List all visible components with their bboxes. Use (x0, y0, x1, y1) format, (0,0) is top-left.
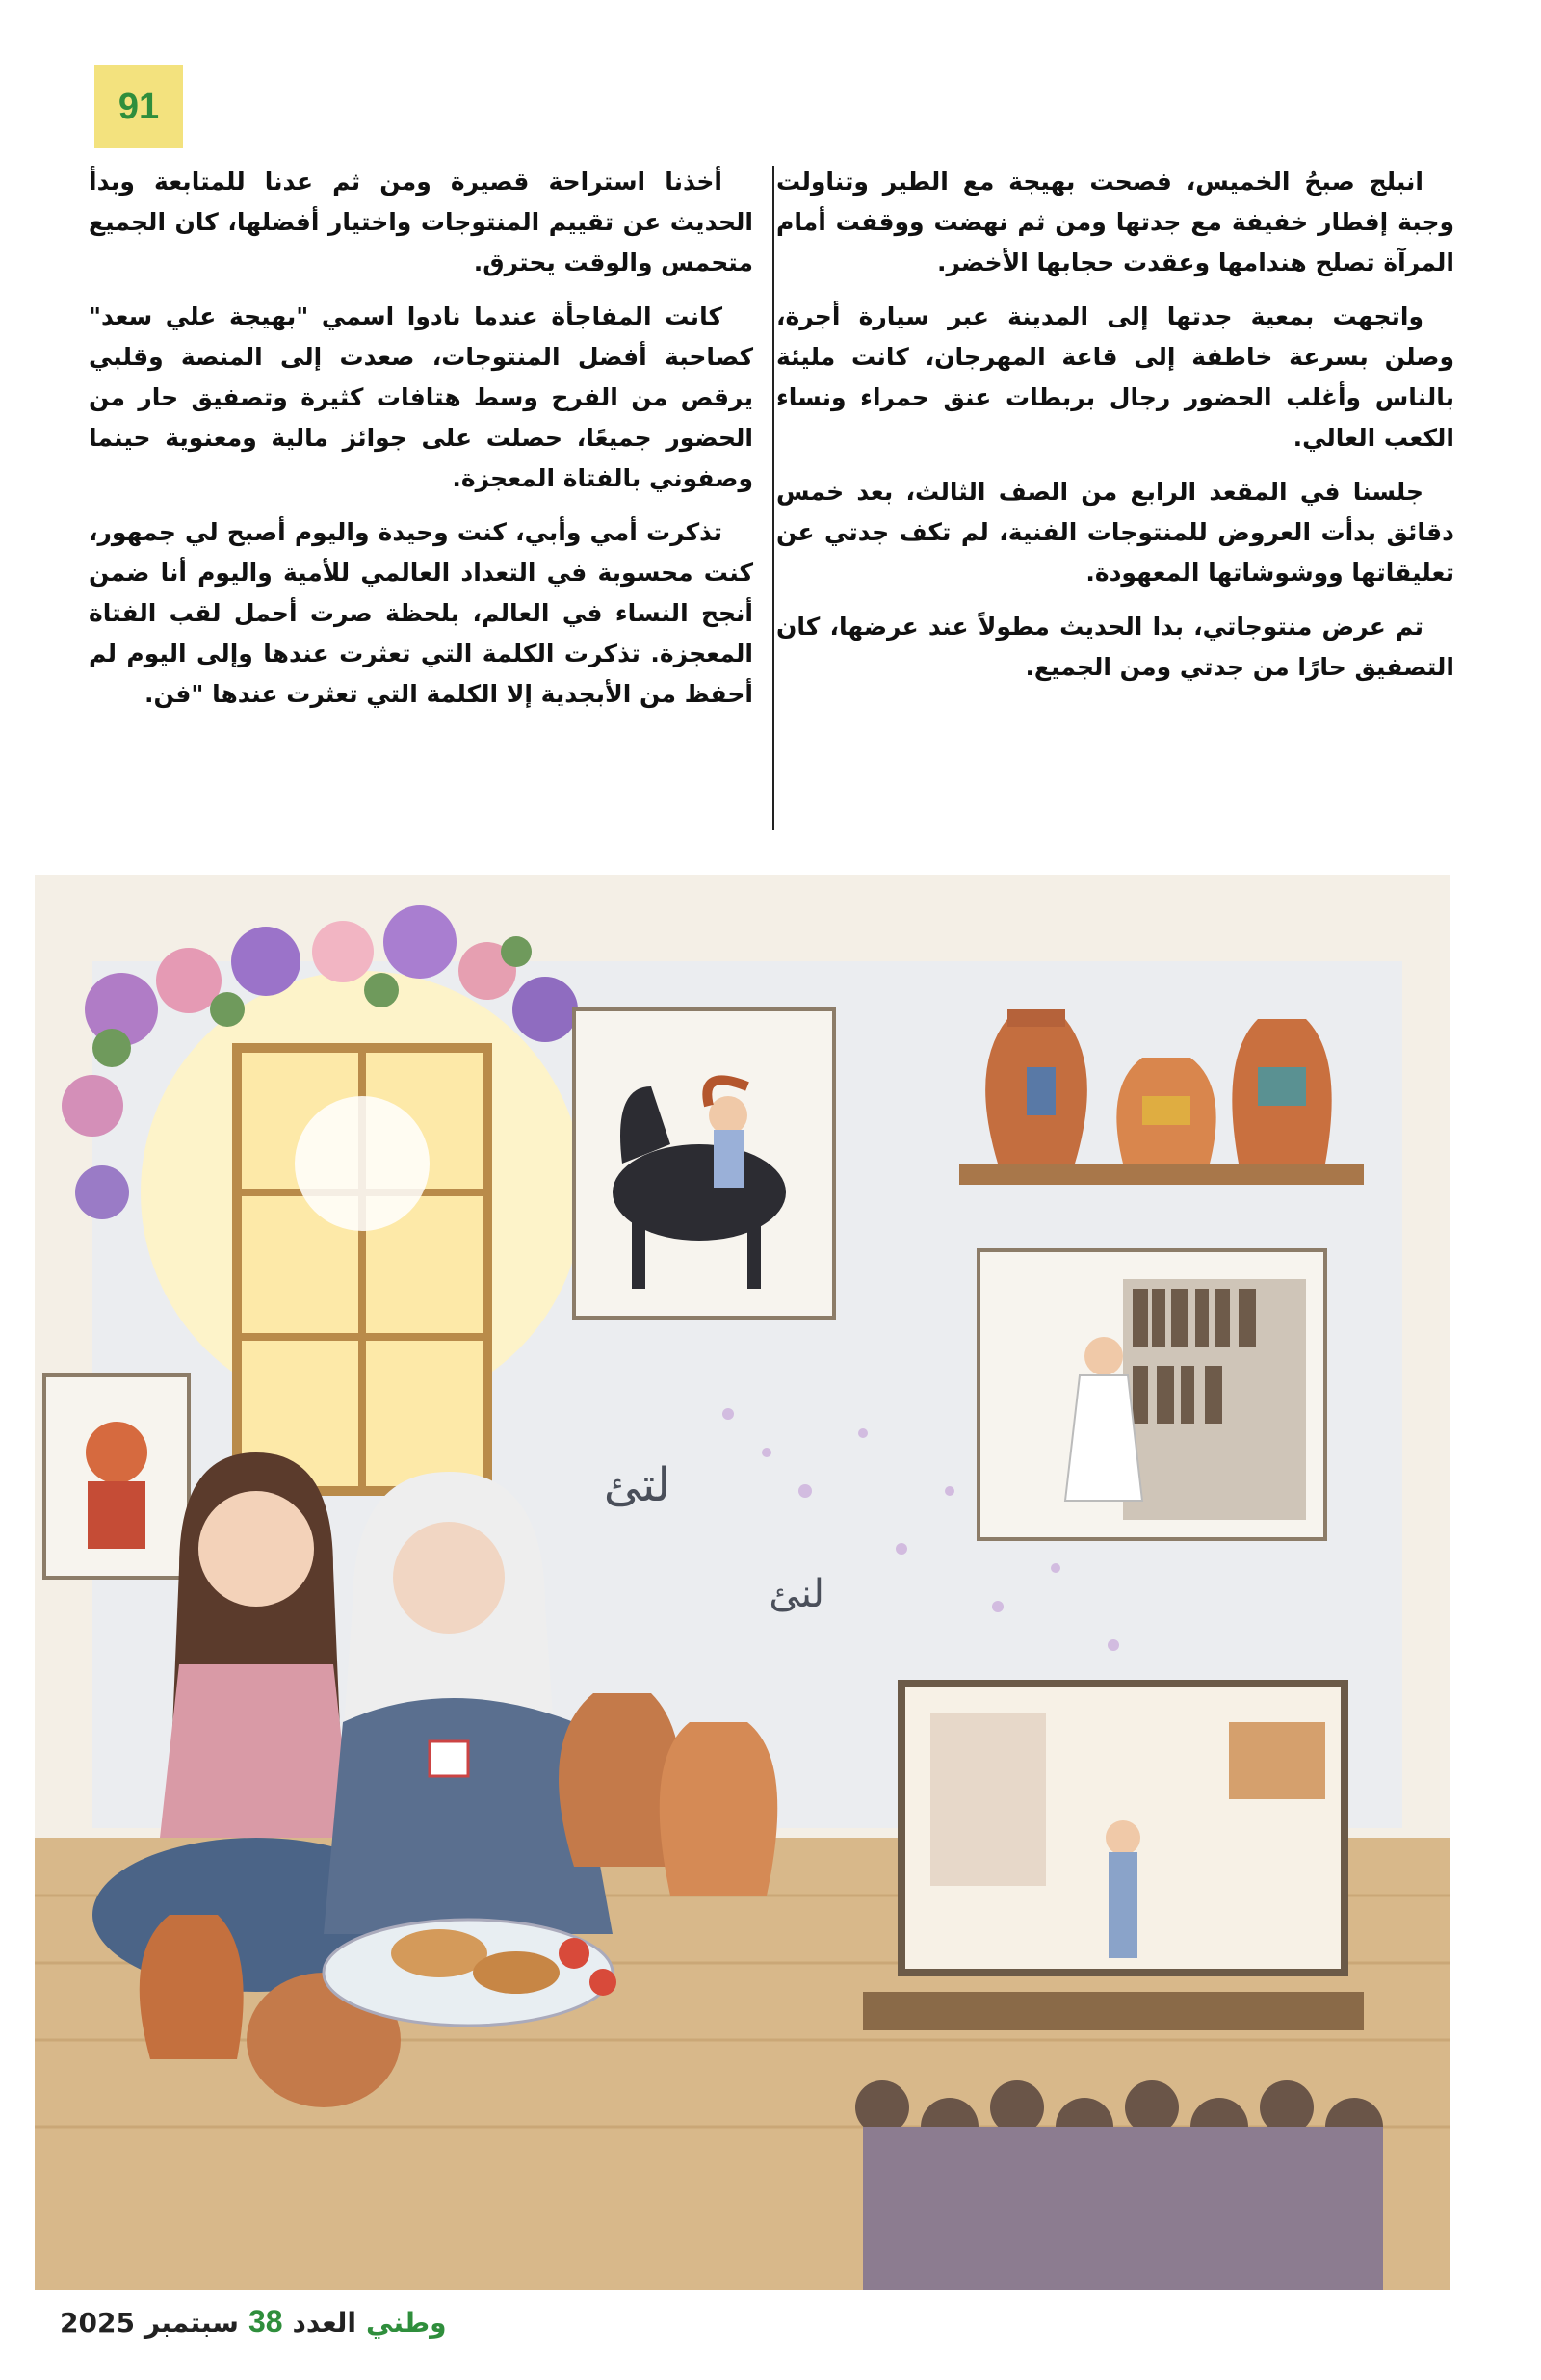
stage-screen (901, 1684, 1345, 1973)
story-illustration (35, 875, 1450, 2290)
footer-magazine-name: وطني (366, 2307, 447, 2339)
footer-issue-number: 38 (248, 2304, 283, 2339)
portrait-frame (44, 1375, 189, 1578)
footer-year: 2025 (60, 2307, 135, 2339)
horse-painting (574, 1009, 834, 1318)
paragraph: كانت المفاجأة عندما نادوا اسمي "بهيجة علي سعد" كصاحبة أفضل المنتوجات، صعدت إلى المنصة وقلبي يرقص من الفرح وسط هتافات كثيرة وتصفيق حار من الحضور جميعًا، حصلت على جوائز مالية ومعنوية حينما وصفوني بالفتاة المعجزة. (89, 302, 753, 492)
paragraph: أخذنا استراحة قصيرة ومن ثم عدنا للمتابعة وبدأ الحديث عن تقييم المنتوجات واختيار أفضلها، كان الجميع متحمس والوقت يحترق. (89, 168, 753, 276)
illustration-scene (35, 875, 1450, 2290)
paragraph: جلسنا في المقعد الرابع من الصف الثالث، بعد خمس دقائق بدأت العروض للمنتوجات الفنية، لم تكف جدتي عن تعليقاتها ووشوشاتها المعهودة. (776, 478, 1454, 587)
food-plate (324, 1920, 616, 2026)
paragraph: واتجهت بمعية جدتها إلى المدينة عبر سيارة أجرة، وصلن بسرعة خاطفة إلى قاعة المهرجان، كانت مليئة بالناس وأغلب الحضور رجال بربطات عنق حمراء ونساء الكعب العالي. (776, 302, 1454, 452)
article-column-left (89, 162, 753, 728)
wall-letters: لتئ (603, 1458, 670, 1512)
paragraph: انبلج صبحُ الخميس، فصحت بهيجة مع الطير وتناولت وجبة إفطار خفيفة مع جدتها ومن ثم نهضت ووقفت أمام المرآة تصلح هندامها وعقدت حجابها الأخضر. (776, 168, 1454, 276)
page-number: 91 (94, 65, 183, 148)
article-column-right (776, 162, 1454, 701)
column-divider (772, 166, 774, 830)
footer-issue-label: العدد (292, 2307, 357, 2339)
page-footer (60, 2304, 447, 2342)
paragraph: تذكرت أمي وأبي، كنت وحيدة واليوم أصبح لي جمهور، كنت محسوبة في التعداد العالمي للأمية واليوم أنا ضمن أنجح النساء في العالم، بلحظة صرت أحمل لقب الفتاة المعجزة. تذكرت الكلمة التي تعثرت عندها وإلى اليوم لم أحفظ من الأبجدية إلا الكلمة التي تعثرت عندها "فن. (89, 518, 753, 708)
library-painting (979, 1250, 1325, 1539)
wall-letters: لنئ (769, 1572, 824, 1616)
paragraph: تم عرض منتوجاتي، بدا الحديث مطولاً عند عرضها، كان التصفيق حارًا من جدتي ومن الجميع. (776, 613, 1454, 681)
footer-month: سبتمبر (144, 2307, 239, 2339)
